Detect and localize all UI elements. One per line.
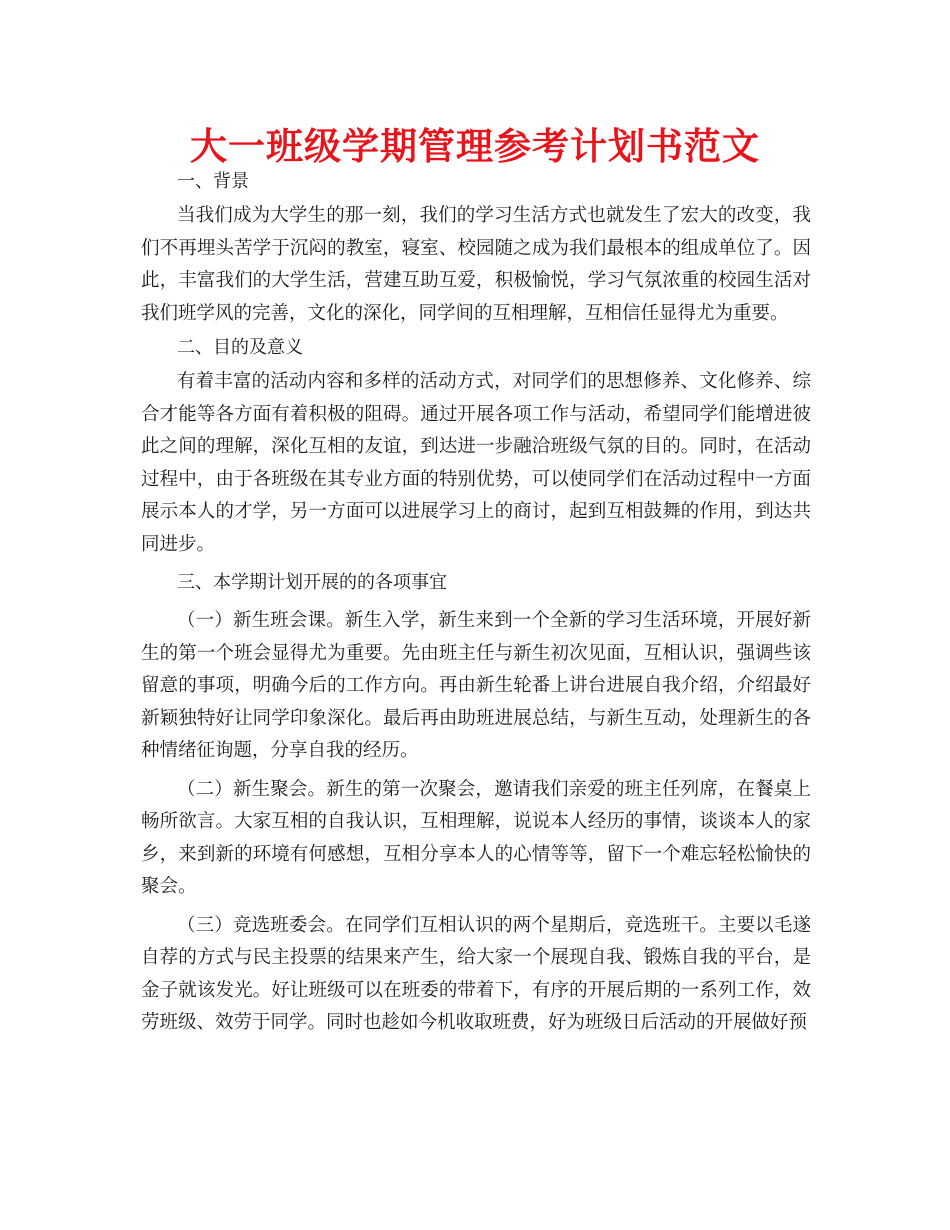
section-heading-purpose: 二、目的及意义	[177, 337, 303, 358]
plan-item-freshman-gathering: （二）新生聚会。新生的第一次聚会，邀请我们亲爱的班主任列席，在餐桌上畅所欲言。大家互相的自我认识，互相理解，说说本人经历的事情，谈谈本人的家乡，来到新的环境有何感想，互相分享本人的心情等等，留下一个难忘轻松愉快的聚会。	[141, 778, 811, 897]
plan-item-committee-election: （三）竞选班委会。在同学们互相认识的两个星期后，竞选班干。主要以毛遂自荐的方式与民主投票的结果来产生，给大家一个展现自我、锻炼自我的平台，是金子就该发光。好让班级可以在班委的带着下，有序的开展后期的一系列工作，效劳班级、效劳于同学。同时也趁如今机收取班费，好为班级日后活动的开展做好预	[141, 914, 811, 1033]
document-title: 大一班级学期管理参考计划书范文	[190, 125, 760, 168]
plan-item-orientation-class: （一）新生班会课。新生入学，新生来到一个全新的学习生活环境，开展好新生的第一个班会显得尤为重要。先由班主任与新生初次见面，互相认识，强调些该留意的事项，明确今后的工作方向。再由新生轮番上讲台进展自我介绍，介绍最好新颖独特好让同学印象深化。最后再由助班进展总结，与新生互动，处理新生的各种情绪征询题，分享自我的经历。	[141, 610, 811, 761]
document-body	[141, 166, 811, 1040]
section-heading-background: 一、背景	[177, 171, 249, 192]
section-heading-plan: 三、本学期计划开展的的各项事宜	[177, 572, 447, 593]
purpose-paragraph: 有着丰富的活动内容和多样的活动方式，对同学们的思想修养、文化修养、综合才能等各方面有着积极的阻碍。通过开展各项工作与活动，希望同学们能增进彼此之间的理解，深化互相的友谊，到达进一步融洽班级气氛的目的。同时，在活动过程中，由于各班级在其专业方面的特别优势，可以使同学们在活动过程中一方面展示本人的才学，另一方面可以进展学习上的商讨，起到互相鼓舞的作用，到达共同进步。	[141, 371, 811, 555]
background-paragraph: 当我们成为大学生的那一刻，我们的学习生活方式也就发生了宏大的改变，我们不再埋头苦学于沉闷的教室，寝室、校园随之成为我们最根本的组成单位了。因此，丰富我们的大学生活，营建互助互爱，积极愉悦，学习气氛浓重的校园生活对我们班学风的完善，文化的深化，同学间的互相理解，互相信任显得尤为重要。	[141, 205, 811, 324]
